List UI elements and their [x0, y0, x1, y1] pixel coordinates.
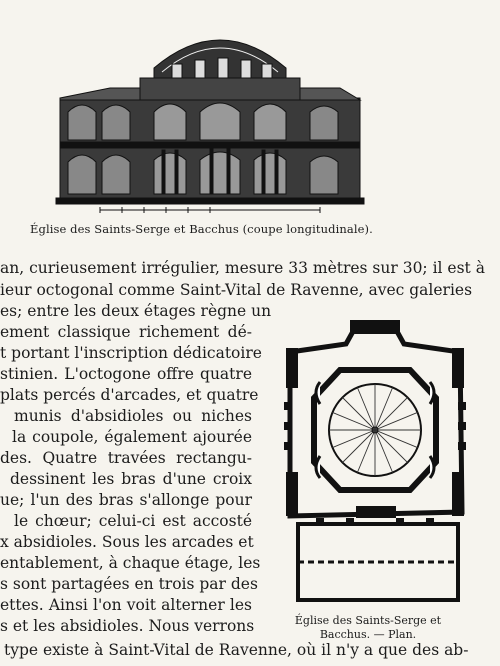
longitudinal-section-figure: [50, 20, 370, 215]
text-line: munis d'absidioles ou niches: [14, 407, 252, 425]
caption-line: Église des Saints-Serge et: [294, 614, 442, 627]
text-line: s et les absidioles. Nous verrons: [0, 617, 255, 635]
text-line: an, curieusement irrégulier, mesure 33 mètres sur 30; il est à: [0, 259, 485, 277]
text-line: stinien. L'octogone offre quatre: [0, 365, 252, 383]
text-line: ettes. Ainsi l'on voit alterner les: [0, 596, 252, 614]
text-line: type existe à Saint-Vital de Ravenne, où il n'y a que des ab-: [4, 641, 469, 659]
text-line: entablement, à chaque étage, les: [0, 554, 261, 572]
figure-caption-plan: [268, 614, 468, 642]
church-plan-figure: [276, 312, 474, 610]
text-line: es; entre les deux étages règne un: [0, 302, 272, 320]
caption-line: Bacchus. — Plan.: [319, 628, 417, 641]
text-line: plats percés d'arcades, et quatre: [0, 386, 259, 404]
text-line: x absidioles. Sous les arcades et: [0, 533, 254, 551]
text-line: dessinent les bras d'une croix: [10, 470, 252, 488]
text-line: ement classique richement dé-: [0, 323, 252, 341]
text-line: des. Quatre travées rectangu-: [0, 449, 252, 467]
text-line: la coupole, également ajourée: [12, 428, 252, 446]
text-line: s sont partagées en trois par des: [0, 575, 258, 593]
text-line: ieur octogonal comme Saint-Vital de Ravenne, avec galeries: [0, 281, 473, 299]
figure-caption-section: Église des Saints-Serge et Bacchus (coupe longitudinale).: [30, 222, 373, 236]
text-line: t portant l'inscription dédicatoire: [0, 344, 262, 362]
text-line: le chœur; celui-ci est accosté: [14, 512, 252, 530]
text-line: ue; l'un des bras s'allonge pour: [0, 491, 252, 509]
